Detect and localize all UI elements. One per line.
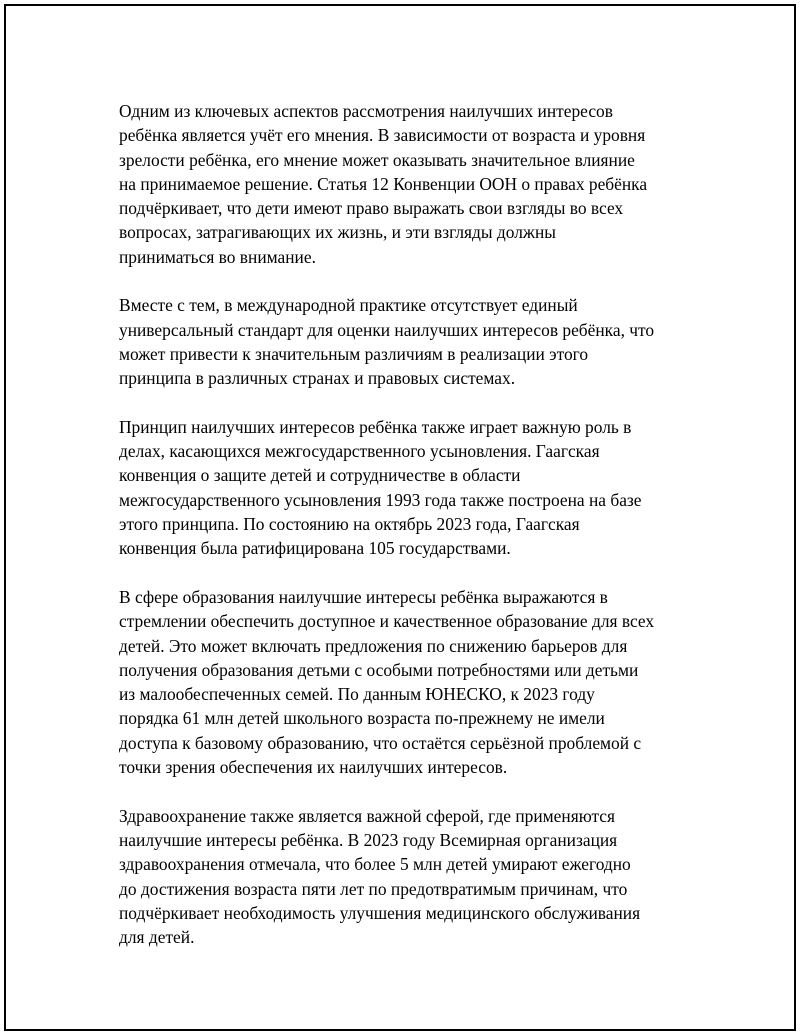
paragraph-1: Одним из ключевых аспектов рассмотрения наилучших интересов ребёнка является учёт его мнения. В зависимости от возраста и уровня зрелости ребёнка, его мнение может оказывать значительное влияние на принимаемое решение. Статья 12 Конвенции ООН о правах ребёнка подчёркивает, что дети имеют право выражать свои взгляды во всех вопросах, затрагивающих их жизнь, и эти взгляды должны приниматься во внимание. bbox=[119, 101, 648, 267]
paragraph-3: Принцип наилучших интересов ребёнка также играет важную роль в делах, касающихся межгосударственного усыновления. Гаагская конвенция о защите детей и сотрудничестве в области межгосударственного усыновления 1993 года также построена на базе этого принципа. По состоянию на октябрь 2023 года, Гаагская конвенция была ратифицирована 105 государствами. bbox=[119, 416, 642, 559]
document-body bbox=[119, 99, 709, 949]
paragraph-2: Вместе с тем, в международной практике отсутствует единый универсальный стандарт для оценки наилучших интересов ребёнка, что может привести к значительным различиям в реализации этого принципа в различных странах и правовых системах. bbox=[119, 295, 655, 389]
page-frame bbox=[4, 4, 796, 1031]
paragraph-4: В сфере образования наилучшие интересы ребёнка выражаются в стремлении обеспечить доступное и качественное образование для всех детей. Это может включать предложения по снижению барьеров для получения образования детьми с особыми потребностями или детьми из малообеспеченных семей. По данным ЮНЕСКО, к 2023 году порядка 61 млн детей школьного возраста по-прежнему не имели доступа к базовому образованию, что остаётся серьёзной проблемой с точки зрения обеспечения их наилучших интересов. bbox=[119, 586, 655, 778]
paragraph-5: Здравоохранение также является важной сферой, где применяются наилучшие интересы ребёнка. В 2023 году Всемирная организация здравоохранения отмечала, что более 5 млн детей умирают ежегодно до достижения возраста пяти лет по предотвратимым причинам, что подчёркивает необходимость улучшения медицинского обслуживания для детей. bbox=[119, 805, 641, 948]
